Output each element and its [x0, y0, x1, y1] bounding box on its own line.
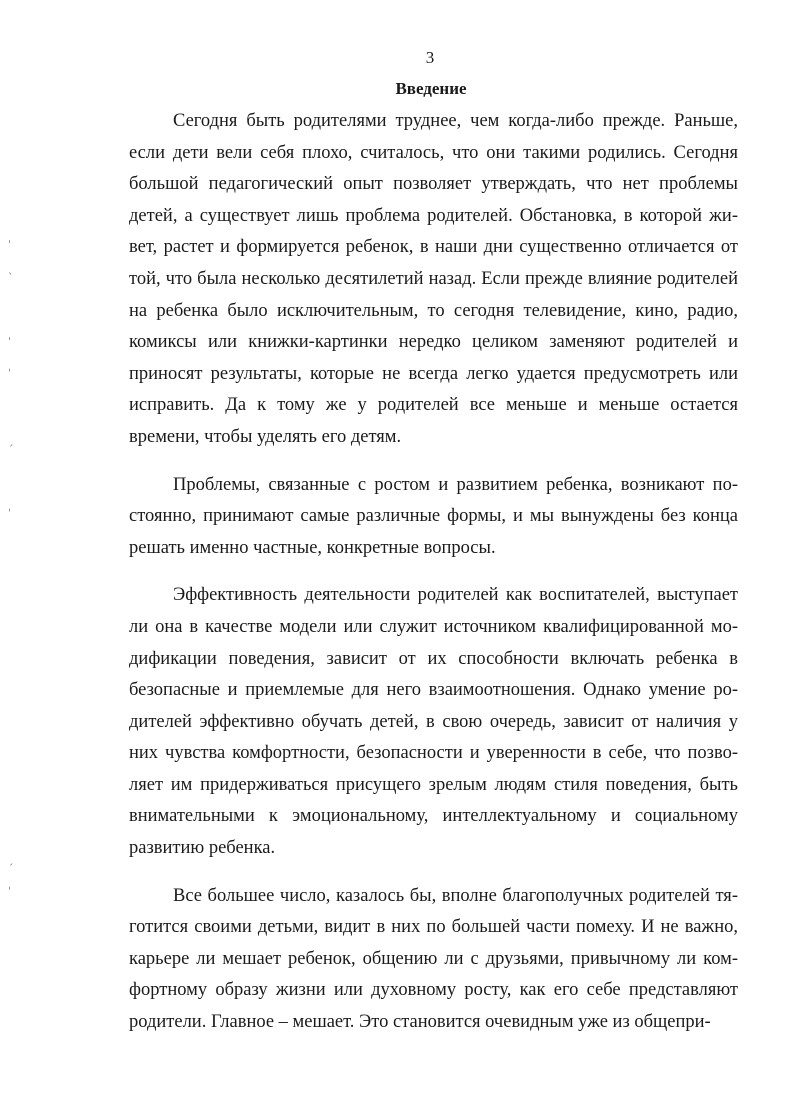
page-title: Введение: [395, 79, 467, 98]
scan-mark: ˊ: [8, 443, 14, 456]
page-number: 3: [425, 48, 435, 67]
scan-mark: ˌ: [8, 360, 12, 373]
scan-mark: ˎ: [8, 262, 14, 275]
paragraph: Все большее число, казалось бы, вполне благополучных родителей тяготится своими детьми, видит в них по большей части помеху. И не важно, карьере ли мешает ребенок, общению ли с друзьями, привычному ли комфортному образу жизни или духовному росту, как его себе представляют родители. Главное – мешает. Это становится очевидным уже из общепри-: [129, 885, 738, 1033]
body-text: [129, 106, 738, 1039]
paragraph: Сегодня быть родителями труднее, чем когда-либо прежде. Раньше, если дети вели себя плохо, считалось, что они такими родились. Сегодня большой педагогический опыт позволяет утверждать, что нет проблемы детей, а существует лишь проблема родителей. Обстановка, в которой живет, растет и формируется ребенок, в наши дни существенно отличается от той, что была несколько десятилетий назад. Если прежде влияние родителей на ребенка было исключительным, то сегодня телевидение, кино, радио, комиксы или книжки-картинки нередко целиком заменяют родителей и приносят результаты, которые не всегда легко удается предусмотреть или исправить. Да к тому же у родителей все меньше и меньше остается времени, чтобы уделять его детям.: [129, 111, 738, 447]
scan-mark: ˈ: [8, 238, 12, 251]
paragraph: Эффективность деятельности родителей как воспитателей, выступает ли она в качестве модели или служит источником квалифицированной модификации поведения, зависит от их способности включать ребенка в безопасные и приемлемые для него взаимоотношения. Однако умение родителей эффективно обучать детей, в свою очередь, зависит от наличия у них чувства комфортности, безопасности и уверенности в себе, что позволяет им придерживаться присущего зрелым людям стиля поведения, быть внимательными к эмоциональному, интеллектуальному и социальному развитию ребенка.: [129, 585, 738, 859]
scan-mark: ˈ: [8, 335, 12, 348]
scan-mark: ˌ: [8, 500, 12, 513]
scan-mark: ˊ: [8, 862, 14, 875]
paragraph: Проблемы, связанные с ростом и развитием ребенка, возникают постоянно, принимают самые различные формы, и мы вынуждены без конца решать именно частные, конкретные вопросы.: [129, 474, 738, 558]
scan-mark: ˌ: [8, 878, 12, 891]
